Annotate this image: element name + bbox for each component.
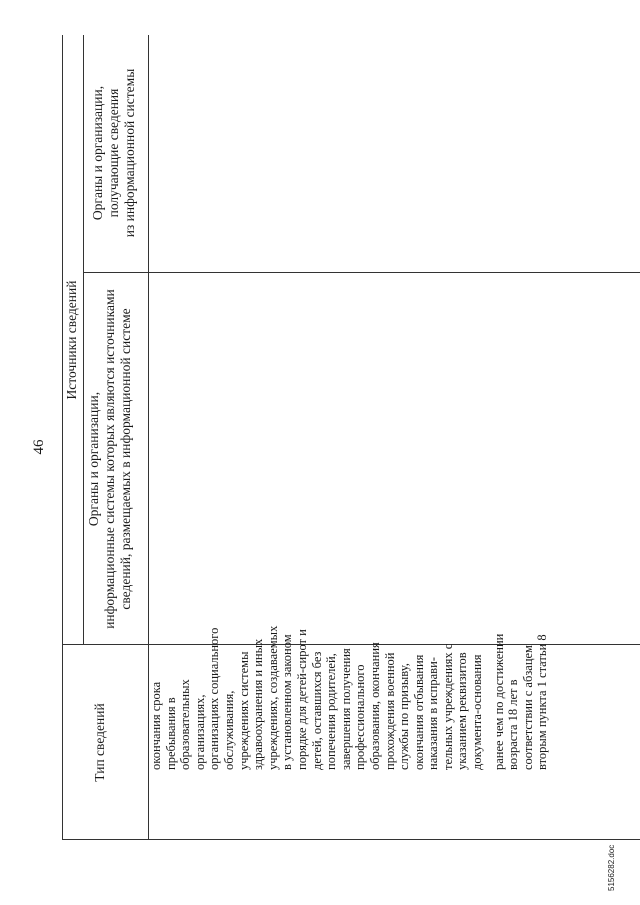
type-line: вторым пункта 1 статьи 8	[535, 634, 550, 770]
type-line: учреждениях, создаваемых	[265, 625, 280, 770]
bodies-with-systems-header	[86, 275, 134, 643]
bodies-header-line-2: информационные системы которых являются источниками	[102, 289, 117, 629]
bodies-header-line-1: Органы и организации,	[86, 391, 101, 527]
sources-group-header: Источники сведений	[64, 280, 79, 400]
receiving-header-line-2: получающие сведения	[106, 88, 121, 218]
type-line: детей, оставшихся без	[309, 651, 324, 770]
type-line: в установленном законом	[280, 634, 295, 770]
type-line: прохождения военной	[382, 652, 397, 770]
receiving-bodies-header	[90, 35, 138, 271]
type-line: здравоохранения и иных	[251, 638, 266, 770]
type-line: службы по призыву,	[397, 663, 412, 770]
document-code: 5156282.doc	[607, 844, 616, 891]
type-line: пребывания в	[163, 697, 178, 770]
receiving-header-line-1: Органы и организации,	[90, 85, 105, 221]
type-line: образования, окончания	[367, 642, 382, 770]
type-line: обслуживания,	[221, 690, 236, 770]
type-line: указанием реквизитов	[455, 652, 470, 770]
type-column-header: Тип сведений	[92, 703, 107, 782]
type-line: возраста 18 лет в	[506, 679, 521, 770]
type-line: документа-основания	[470, 654, 485, 770]
type-line: порядке для детей-сирот и	[294, 629, 309, 770]
type-line: организациях,	[192, 694, 207, 770]
bodies-header-line-3: сведений, размещаемых в информационной системе	[118, 308, 133, 610]
type-cell-content	[149, 290, 550, 770]
type-line: окончания срока	[149, 681, 163, 770]
type-line: профессионального	[353, 664, 368, 770]
type-line: наказания в исправи-	[426, 657, 441, 770]
type-line: учреждениях системы	[236, 651, 251, 770]
type-line: образовательных	[178, 679, 193, 770]
receiving-header-line-3: из информационной системы	[122, 68, 137, 238]
type-line: завершения получения	[338, 648, 353, 770]
column-divider-sources	[83, 272, 640, 273]
type-line: организациях социального	[207, 627, 222, 770]
type-line: ранее чем по достижении	[491, 633, 506, 770]
type-line: соответствии с абзацем	[520, 645, 535, 770]
type-line: окончания отбывания	[411, 654, 426, 770]
table-left-border	[62, 839, 640, 840]
table-top-border	[62, 35, 63, 840]
group-header-divider	[83, 35, 84, 645]
page-number: 46	[31, 439, 47, 455]
type-line: попечения родителей,	[324, 653, 339, 770]
type-line: тельных учреждениях с	[440, 643, 455, 770]
